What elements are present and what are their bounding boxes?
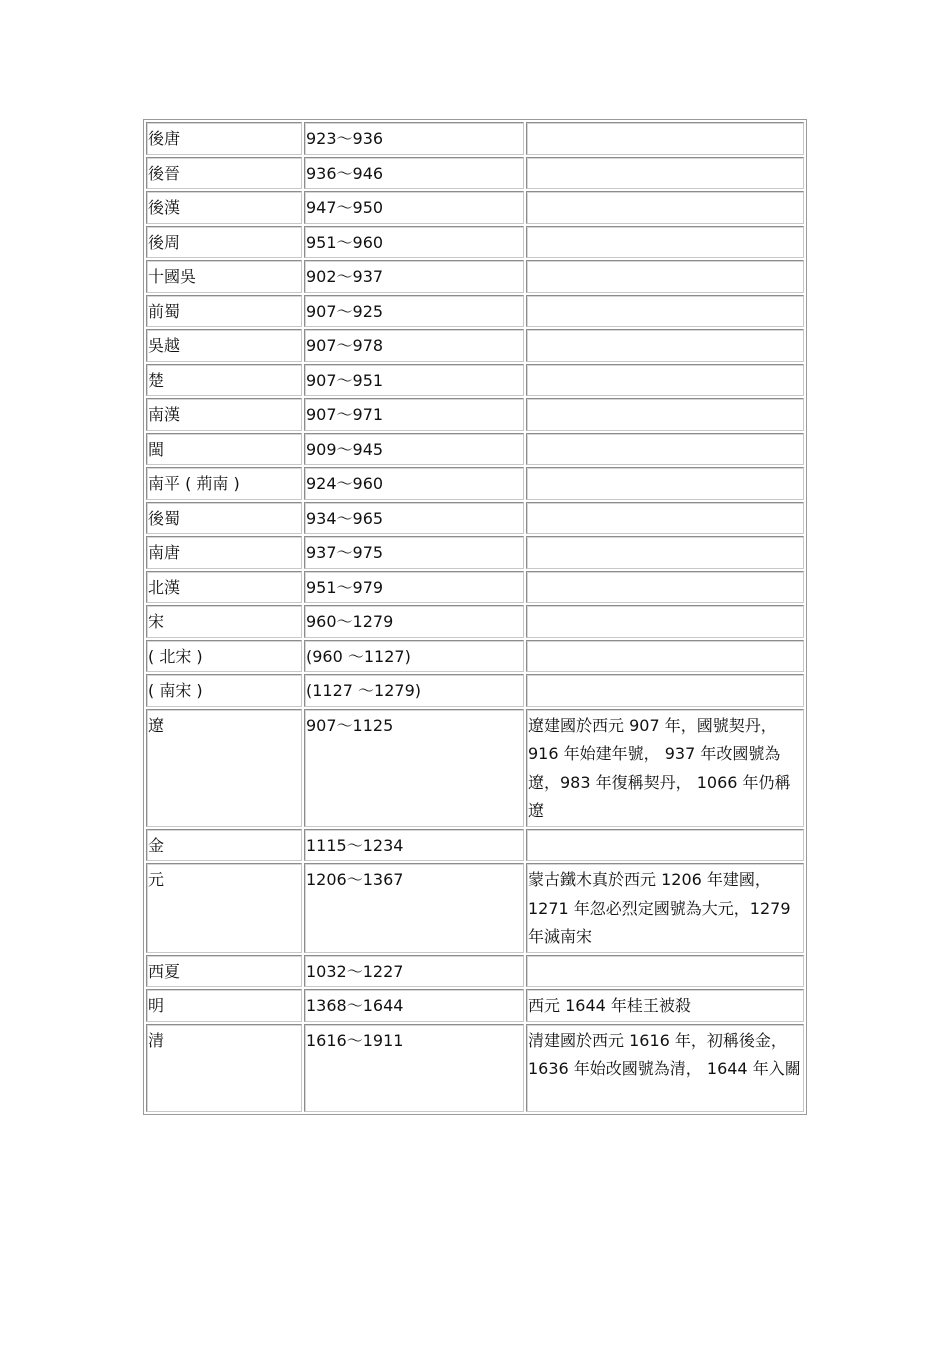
dynasty-years-cell: 1616～1911 <box>304 1024 524 1112</box>
table-row <box>146 329 804 362</box>
dynasty-note-cell <box>526 640 804 673</box>
dynasty-years-cell: 907～1125 <box>304 709 524 827</box>
table-row <box>146 1024 804 1112</box>
dynasty-name-cell: 十國吳 <box>146 260 302 293</box>
table-row <box>146 536 804 569</box>
dynasty-name-cell: 元 <box>146 863 302 953</box>
dynasty-note-cell <box>526 260 804 293</box>
table-row <box>146 157 804 190</box>
dynasty-note-cell <box>526 191 804 224</box>
dynasty-note-cell <box>526 674 804 707</box>
dynasty-name-cell: 南漢 <box>146 398 302 431</box>
dynasty-note-cell <box>526 467 804 500</box>
dynasty-note-cell: 蒙古鐵木真於西元 1206 年建國，1271 年忽必烈定國號為大元，1279 年滅南宋 <box>526 863 804 953</box>
dynasty-years-cell: 951～979 <box>304 571 524 604</box>
dynasty-years-cell: 923～936 <box>304 122 524 155</box>
dynasty-name-cell: 金 <box>146 829 302 862</box>
table-row <box>146 989 804 1022</box>
dynasty-name-cell: 遼 <box>146 709 302 827</box>
table-row <box>146 502 804 535</box>
table-row <box>146 467 804 500</box>
dynasty-note-cell <box>526 364 804 397</box>
dynasty-note-cell <box>526 502 804 535</box>
dynasty-name-cell: 吳越 <box>146 329 302 362</box>
dynasty-name-cell: 後唐 <box>146 122 302 155</box>
dynasty-table <box>143 119 807 1115</box>
dynasty-note-cell <box>526 295 804 328</box>
dynasty-years-cell: 1368～1644 <box>304 989 524 1022</box>
dynasty-note-cell <box>526 398 804 431</box>
table-row <box>146 863 804 953</box>
table-row <box>146 122 804 155</box>
table-row <box>146 364 804 397</box>
dynasty-name-cell: 南平 ( 荊南 ) <box>146 467 302 500</box>
table-row <box>146 640 804 673</box>
table-row <box>146 674 804 707</box>
dynasty-note-cell <box>526 571 804 604</box>
dynasty-years-cell: (1127 ～1279) <box>304 674 524 707</box>
dynasty-years-cell: 936～946 <box>304 157 524 190</box>
dynasty-note-cell: 清建國於西元 1616 年，初稱後金，1636 年始改國號為清， 1644 年入關 <box>526 1024 804 1112</box>
dynasty-years-cell: 934～965 <box>304 502 524 535</box>
dynasty-name-cell: 南唐 <box>146 536 302 569</box>
dynasty-name-cell: 後漢 <box>146 191 302 224</box>
dynasty-years-cell: 902～937 <box>304 260 524 293</box>
dynasty-name-cell: ( 南宋 ) <box>146 674 302 707</box>
table-row <box>146 295 804 328</box>
dynasty-name-cell: 閩 <box>146 433 302 466</box>
dynasty-years-cell: 909～945 <box>304 433 524 466</box>
dynasty-note-cell <box>526 226 804 259</box>
dynasty-years-cell: 1032～1227 <box>304 955 524 988</box>
dynasty-years-cell: 907～978 <box>304 329 524 362</box>
table-row <box>146 955 804 988</box>
dynasty-years-cell: 907～925 <box>304 295 524 328</box>
table-row <box>146 709 804 827</box>
dynasty-years-cell: 960～1279 <box>304 605 524 638</box>
dynasty-note-cell <box>526 829 804 862</box>
table-row <box>146 260 804 293</box>
dynasty-name-cell: 後蜀 <box>146 502 302 535</box>
dynasty-name-cell: 楚 <box>146 364 302 397</box>
dynasty-years-cell: 937～975 <box>304 536 524 569</box>
dynasty-note-cell <box>526 329 804 362</box>
dynasty-years-cell: 947～950 <box>304 191 524 224</box>
table-row <box>146 191 804 224</box>
dynasty-note-cell <box>526 955 804 988</box>
dynasty-years-cell: 1206～1367 <box>304 863 524 953</box>
dynasty-years-cell: 907～971 <box>304 398 524 431</box>
dynasty-name-cell: 宋 <box>146 605 302 638</box>
dynasty-name-cell: 後周 <box>146 226 302 259</box>
dynasty-note-cell <box>526 157 804 190</box>
dynasty-years-cell: 1115～1234 <box>304 829 524 862</box>
dynasty-years-cell: 951～960 <box>304 226 524 259</box>
dynasty-years-cell: (960 ～1127) <box>304 640 524 673</box>
table-row <box>146 829 804 862</box>
dynasty-name-cell: 西夏 <box>146 955 302 988</box>
dynasty-years-cell: 907～951 <box>304 364 524 397</box>
dynasty-note-cell <box>526 122 804 155</box>
dynasty-note-cell <box>526 536 804 569</box>
dynasty-name-cell: 前蜀 <box>146 295 302 328</box>
dynasty-name-cell: 清 <box>146 1024 302 1112</box>
dynasty-name-cell: ( 北宋 ) <box>146 640 302 673</box>
dynasty-name-cell: 後晉 <box>146 157 302 190</box>
dynasty-note-cell: 西元 1644 年桂王被殺 <box>526 989 804 1022</box>
table-row <box>146 226 804 259</box>
table-row <box>146 398 804 431</box>
table-row <box>146 571 804 604</box>
table-row <box>146 605 804 638</box>
dynasty-name-cell: 明 <box>146 989 302 1022</box>
dynasty-note-cell <box>526 605 804 638</box>
dynasty-name-cell: 北漢 <box>146 571 302 604</box>
dynasty-years-cell: 924～960 <box>304 467 524 500</box>
table-row <box>146 433 804 466</box>
dynasty-note-cell <box>526 433 804 466</box>
dynasty-note-cell: 遼建國於西元 907 年，國號契丹，916 年始建年號， 937 年改國號為遼，983 年復稱契丹， 1066 年仍稱遼 <box>526 709 804 827</box>
